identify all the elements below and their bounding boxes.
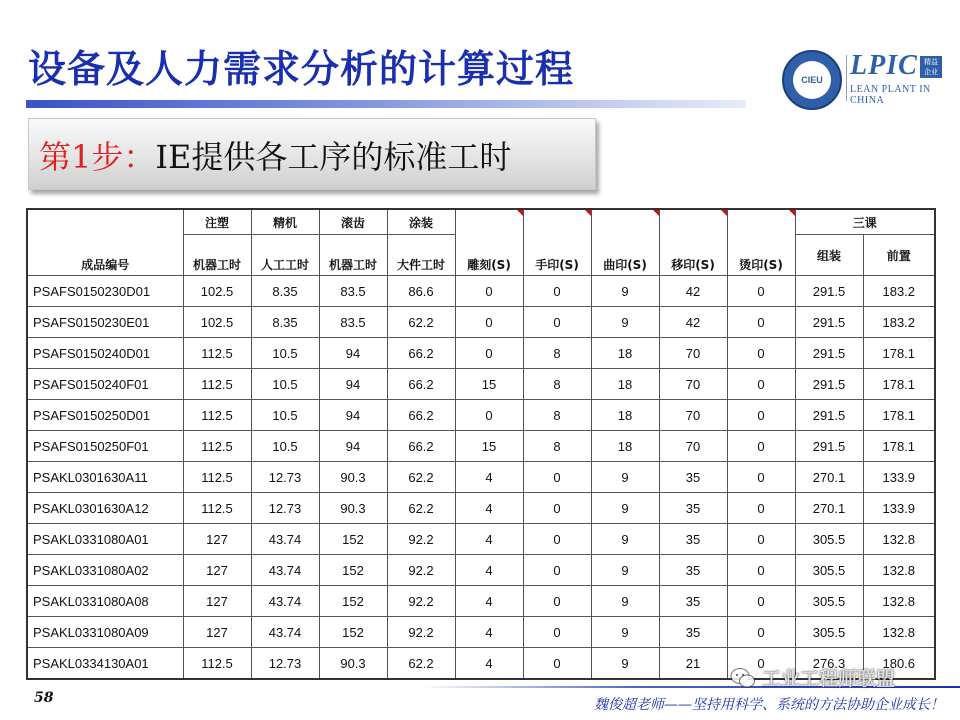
table-cell: 112.5 xyxy=(183,648,251,680)
table-cell: 0 xyxy=(727,400,795,431)
table-cell: 0 xyxy=(523,555,591,586)
group-header-gear: 滚齿 xyxy=(319,209,387,235)
table-cell: 10.5 xyxy=(251,400,319,431)
table-cell: 8.35 xyxy=(251,307,319,338)
table-cell: 132.8 xyxy=(863,555,935,586)
table-cell: 8 xyxy=(523,338,591,369)
table-cell: 8 xyxy=(523,369,591,400)
table-cell: 0 xyxy=(727,369,795,400)
product-code-cell: PSAFS0150250F01 xyxy=(27,431,183,462)
table-cell: 4 xyxy=(455,648,523,680)
table-cell: 4 xyxy=(455,524,523,555)
table-body xyxy=(27,276,935,680)
table-cell: 21 xyxy=(659,648,727,680)
table-cell: 10.5 xyxy=(251,338,319,369)
header-transfer-print: 移印(S) xyxy=(659,209,727,276)
table-cell: 0 xyxy=(523,462,591,493)
table-cell: 180.6 xyxy=(863,648,935,680)
table-row xyxy=(27,338,935,369)
step-banner xyxy=(28,118,596,190)
table-cell: 178.1 xyxy=(863,400,935,431)
table-cell: 0 xyxy=(523,648,591,680)
table-cell: 127 xyxy=(183,586,251,617)
table-cell: 4 xyxy=(455,462,523,493)
table-cell: 0 xyxy=(455,276,523,307)
table-row xyxy=(27,369,935,400)
table-cell: 15 xyxy=(455,431,523,462)
product-code-cell: PSAKL0334130A01 xyxy=(27,648,183,680)
table-cell: 291.5 xyxy=(795,338,863,369)
table-cell: 66.2 xyxy=(387,431,455,462)
header-labor-time: 人工工时 xyxy=(251,235,319,276)
table-cell: 70 xyxy=(659,400,727,431)
table-cell: 18 xyxy=(591,431,659,462)
table-cell: 92.2 xyxy=(387,586,455,617)
table-cell: 43.74 xyxy=(251,524,319,555)
lpic-logo xyxy=(850,50,950,106)
table-cell: 0 xyxy=(727,555,795,586)
table-cell: 127 xyxy=(183,555,251,586)
table-cell: 35 xyxy=(659,524,727,555)
header-assembly: 组装 xyxy=(795,235,863,276)
table-cell: 183.2 xyxy=(863,276,935,307)
wechat-icon xyxy=(730,667,756,689)
table-cell: 94 xyxy=(319,338,387,369)
table-cell: 18 xyxy=(591,369,659,400)
table-cell: 305.5 xyxy=(795,524,863,555)
table-cell: 70 xyxy=(659,431,727,462)
table-cell: 0 xyxy=(727,276,795,307)
table-row xyxy=(27,307,935,338)
table-cell: 62.2 xyxy=(387,307,455,338)
cieu-logo-text: CIEU xyxy=(793,61,831,99)
table-cell: 305.5 xyxy=(795,555,863,586)
slide-title: 设备及人力需求分析的计算过程 xyxy=(28,47,575,91)
table-cell: 0 xyxy=(523,617,591,648)
table-cell: 9 xyxy=(591,586,659,617)
table-cell: 0 xyxy=(727,617,795,648)
table-cell: 291.5 xyxy=(795,400,863,431)
table-cell: 12.73 xyxy=(251,493,319,524)
table-cell: 0 xyxy=(523,524,591,555)
header-machine-time-2: 机器工时 xyxy=(319,235,387,276)
step-number: 第1步： xyxy=(39,138,156,176)
product-code-cell: PSAFS0150230E01 xyxy=(27,307,183,338)
standard-time-table xyxy=(26,208,936,680)
table-cell: 178.1 xyxy=(863,369,935,400)
table-cell: 70 xyxy=(659,338,727,369)
table-cell: 112.5 xyxy=(183,400,251,431)
table-cell: 112.5 xyxy=(183,369,251,400)
table-cell: 9 xyxy=(591,462,659,493)
product-code-cell: PSAKL0301630A12 xyxy=(27,493,183,524)
table-cell: 15 xyxy=(455,369,523,400)
table-cell: 0 xyxy=(727,307,795,338)
table-cell: 66.2 xyxy=(387,369,455,400)
table-cell: 12.73 xyxy=(251,462,319,493)
table-cell: 178.1 xyxy=(863,431,935,462)
table-cell: 270.1 xyxy=(795,462,863,493)
step-text xyxy=(39,137,511,177)
table-cell: 291.5 xyxy=(795,431,863,462)
group-header-section3: 三课 xyxy=(795,209,935,235)
lpic-logo-subtitle: LEAN PLANT IN CHINA xyxy=(850,84,931,106)
table-cell: 0 xyxy=(455,307,523,338)
table-cell: 42 xyxy=(659,276,727,307)
table-cell: 0 xyxy=(523,586,591,617)
table-cell: 0 xyxy=(455,338,523,369)
group-header-paint: 涂装 xyxy=(387,209,455,235)
product-code-cell: PSAKL0331080A08 xyxy=(27,586,183,617)
table-cell: 62.2 xyxy=(387,648,455,680)
table-cell: 152 xyxy=(319,617,387,648)
group-header-injection: 注塑 xyxy=(183,209,251,235)
watermark-text: 工业工程师联盟 xyxy=(762,668,896,690)
table-row xyxy=(27,276,935,307)
header-product-code: 成品编号 xyxy=(27,209,183,276)
table-cell: 291.5 xyxy=(795,276,863,307)
table-cell: 92.2 xyxy=(387,524,455,555)
table-cell: 4 xyxy=(455,586,523,617)
table-cell: 18 xyxy=(591,338,659,369)
table-cell: 0 xyxy=(727,586,795,617)
product-code-cell: PSAKL0331080A02 xyxy=(27,555,183,586)
table-cell: 152 xyxy=(319,524,387,555)
table-cell: 43.74 xyxy=(251,555,319,586)
table-cell: 127 xyxy=(183,524,251,555)
table-cell: 83.5 xyxy=(319,276,387,307)
table-cell: 92.2 xyxy=(387,555,455,586)
step-description: IE提供各工序的标准工时 xyxy=(155,138,512,176)
table-cell: 94 xyxy=(319,369,387,400)
table-cell: 90.3 xyxy=(319,462,387,493)
table-row xyxy=(27,586,935,617)
header-hot-stamp: 烫印(S) xyxy=(727,209,795,276)
table-cell: 0 xyxy=(523,276,591,307)
table-cell: 270.1 xyxy=(795,493,863,524)
title-underline xyxy=(26,100,746,108)
table-cell: 305.5 xyxy=(795,586,863,617)
table-cell: 9 xyxy=(591,617,659,648)
table-cell: 94 xyxy=(319,431,387,462)
table-cell: 62.2 xyxy=(387,462,455,493)
table-cell: 133.9 xyxy=(863,493,935,524)
product-code-cell: PSAFS0150250D01 xyxy=(27,400,183,431)
cieu-logo xyxy=(782,50,842,110)
logo-divider xyxy=(846,55,847,101)
table-cell: 132.8 xyxy=(863,617,935,648)
table-cell: 42 xyxy=(659,307,727,338)
footer-slogan: 魏俊超老师——坚持用科学、系统的方法协助企业成长！ xyxy=(594,697,944,713)
table-cell: 9 xyxy=(591,648,659,680)
header-hand-print: 手印(S) xyxy=(523,209,591,276)
table-cell: 0 xyxy=(727,493,795,524)
table-cell: 0 xyxy=(727,524,795,555)
header-pre: 前置 xyxy=(863,235,935,276)
table-cell: 35 xyxy=(659,555,727,586)
table-row xyxy=(27,617,935,648)
table-cell: 35 xyxy=(659,617,727,648)
group-header-fine: 精机 xyxy=(251,209,319,235)
table-cell: 92.2 xyxy=(387,617,455,648)
table-cell: 86.6 xyxy=(387,276,455,307)
table-cell: 4 xyxy=(455,493,523,524)
table-row xyxy=(27,431,935,462)
product-code-cell: PSAFS0150240F01 xyxy=(27,369,183,400)
table-cell: 0 xyxy=(727,338,795,369)
table-cell: 9 xyxy=(591,555,659,586)
table-cell: 132.8 xyxy=(863,586,935,617)
header-big-part-time: 大件工时 xyxy=(387,235,455,276)
table-cell: 10.5 xyxy=(251,369,319,400)
watermark xyxy=(730,664,895,691)
table-cell: 0 xyxy=(727,462,795,493)
table-cell: 35 xyxy=(659,493,727,524)
header-engrave: 雕刻(S) xyxy=(455,209,523,276)
table-cell: 152 xyxy=(319,586,387,617)
table-cell: 62.2 xyxy=(387,493,455,524)
table-cell: 0 xyxy=(727,431,795,462)
table-cell: 4 xyxy=(455,555,523,586)
table-row xyxy=(27,493,935,524)
table-cell: 178.1 xyxy=(863,338,935,369)
table-cell: 66.2 xyxy=(387,400,455,431)
table-cell: 9 xyxy=(591,493,659,524)
table-cell: 112.5 xyxy=(183,493,251,524)
table-cell: 90.3 xyxy=(319,648,387,680)
product-code-cell: PSAKL0331080A01 xyxy=(27,524,183,555)
table-cell: 43.74 xyxy=(251,586,319,617)
table-cell: 9 xyxy=(591,276,659,307)
table-row xyxy=(27,555,935,586)
table-cell: 8.35 xyxy=(251,276,319,307)
table-cell: 94 xyxy=(319,400,387,431)
table-cell: 83.5 xyxy=(319,307,387,338)
lpic-logo-seal: 精益 企业 xyxy=(920,56,942,78)
table-cell: 132.8 xyxy=(863,524,935,555)
product-code-cell: PSAKL0301630A11 xyxy=(27,462,183,493)
product-code-cell: PSAKL0331080A09 xyxy=(27,617,183,648)
table-cell: 8 xyxy=(523,431,591,462)
table-cell: 305.5 xyxy=(795,617,863,648)
table-cell: 102.5 xyxy=(183,307,251,338)
table-cell: 90.3 xyxy=(319,493,387,524)
table-cell: 4 xyxy=(455,617,523,648)
header-machine-time-1: 机器工时 xyxy=(183,235,251,276)
table-cell: 112.5 xyxy=(183,431,251,462)
table-cell: 152 xyxy=(319,555,387,586)
table-cell: 66.2 xyxy=(387,338,455,369)
table-cell: 276.3 xyxy=(795,648,863,680)
table-cell: 183.2 xyxy=(863,307,935,338)
table-cell: 112.5 xyxy=(183,338,251,369)
table-cell: 102.5 xyxy=(183,276,251,307)
table-cell: 133.9 xyxy=(863,462,935,493)
table-row xyxy=(27,400,935,431)
table-cell: 35 xyxy=(659,462,727,493)
table-cell: 12.73 xyxy=(251,648,319,680)
table-cell: 127 xyxy=(183,617,251,648)
table-cell: 9 xyxy=(591,307,659,338)
product-code-cell: PSAFS0150230D01 xyxy=(27,276,183,307)
table-cell: 43.74 xyxy=(251,617,319,648)
header-curve-print: 曲印(S) xyxy=(591,209,659,276)
table-cell: 291.5 xyxy=(795,369,863,400)
table-cell: 70 xyxy=(659,369,727,400)
product-code-cell: PSAFS0150240D01 xyxy=(27,338,183,369)
table-cell: 18 xyxy=(591,400,659,431)
table-cell: 0 xyxy=(727,648,795,680)
table-cell: 9 xyxy=(591,524,659,555)
table-cell: 0 xyxy=(523,307,591,338)
table-cell: 0 xyxy=(455,400,523,431)
table-cell: 112.5 xyxy=(183,462,251,493)
table-cell: 10.5 xyxy=(251,431,319,462)
table-row xyxy=(27,462,935,493)
table-cell: 8 xyxy=(523,400,591,431)
table-row xyxy=(27,524,935,555)
table-cell: 35 xyxy=(659,586,727,617)
page-number: 58 xyxy=(34,690,54,706)
table-cell: 0 xyxy=(523,493,591,524)
lpic-logo-mark: LPIC xyxy=(850,50,918,81)
table-cell: 291.5 xyxy=(795,307,863,338)
